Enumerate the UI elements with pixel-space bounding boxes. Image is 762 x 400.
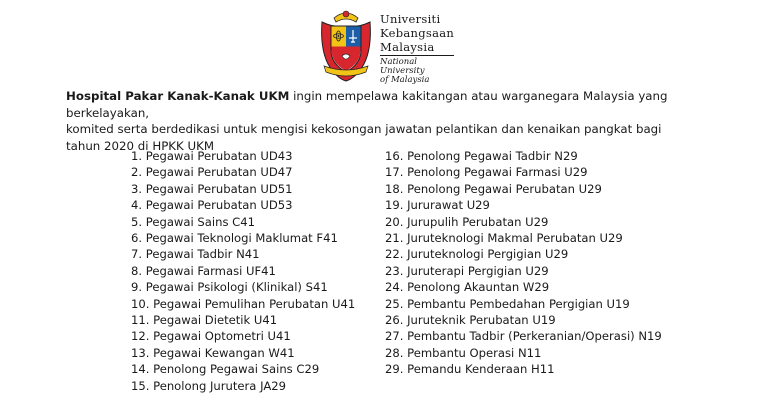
position-item: 7. Pegawai Tadbir N41 [131,247,260,262]
university-english-line-2: of Malaysia [380,75,430,85]
position-item: 28. Pembantu Operasi N11 [385,345,542,360]
position-item: 22. Juruteknologi Pergigian U29 [385,247,569,262]
positions-list-left [131,148,355,394]
university-english-line-1: National University [380,57,425,76]
position-item: 13. Pegawai Kewangan W41 [131,345,295,360]
position-item: 26. Juruteknik Perubatan U19 [385,313,556,328]
position-item: 15. Penolong Jurutera JA29 [131,378,286,393]
intro-line-3: tahun 2020 di HPKK UKM [66,138,215,153]
position-item: 14. Penolong Pegawai Sains C29 [131,362,320,377]
position-item: 1. Pegawai Perubatan UD43 [131,149,293,163]
position-item: 24. Penolong Akauntan W29 [385,280,550,295]
position-item: 21. Juruteknologi Makmal Perubatan U29 [385,231,623,246]
intro-line-1-rest: ingin mempelawa kakitangan atau warganegara Malaysia yang berkelayakan, [66,89,668,120]
position-item: 6. Pegawai Teknologi Maklumat F41 [131,231,338,246]
intro-line-2: komited serta berdedikasi untuk mengisi kekosongan jawatan pelantikan dan kenaikan pangkat bagi [66,122,662,136]
position-item: 29. Pemandu Kenderaan H11 [385,362,555,377]
position-item: 9. Pegawai Psikologi (Klinikal) S41 [131,280,328,295]
university-name-line-1: Universiti [380,12,441,26]
position-item: 16. Penolong Pegawai Tadbir N29 [385,149,578,163]
university-english-name [380,55,454,85]
university-name-line-3: Malaysia [380,40,435,54]
position-item: 8. Pegawai Farmasi UF41 [131,263,276,278]
ukm-crest-icon [318,8,374,82]
intro-paragraph [66,88,706,154]
position-item: 2. Pegawai Perubatan UD47 [131,165,293,180]
position-item: 20. Jurupulih Perubatan U29 [385,214,549,229]
position-item: 5. Pegawai Sains C41 [131,214,256,229]
hospital-name: Hospital Pakar Kanak-Kanak UKM [66,89,290,103]
position-item: 23. Juruterapi Pergigian U29 [385,263,549,278]
position-item: 4. Pegawai Perubatan UD53 [131,198,293,213]
position-item: 11. Pegawai Dietetik U41 [131,313,278,328]
ukm-logo [318,8,468,84]
intro-line-1 [66,88,706,121]
position-item: 3. Pegawai Perubatan UD51 [131,181,293,196]
position-item: 10. Pegawai Pemulihan Perubatan U41 [131,296,356,311]
position-item: 18. Penolong Pegawai Perubatan U29 [385,181,602,196]
university-name-line-2: Kebangsaan [380,26,455,40]
position-item: 25. Pembantu Pembedahan Pergigian U19 [385,296,630,311]
position-item: 27. Pembantu Tadbir (Perkeranian/Operasi) N19 [385,329,662,344]
position-item: 19. Jururawat U29 [385,198,490,213]
position-item: 17. Penolong Pegawai Farmasi U29 [385,165,588,180]
positions-list-right [385,148,662,378]
position-item: 12. Pegawai Optometri U41 [131,329,291,344]
